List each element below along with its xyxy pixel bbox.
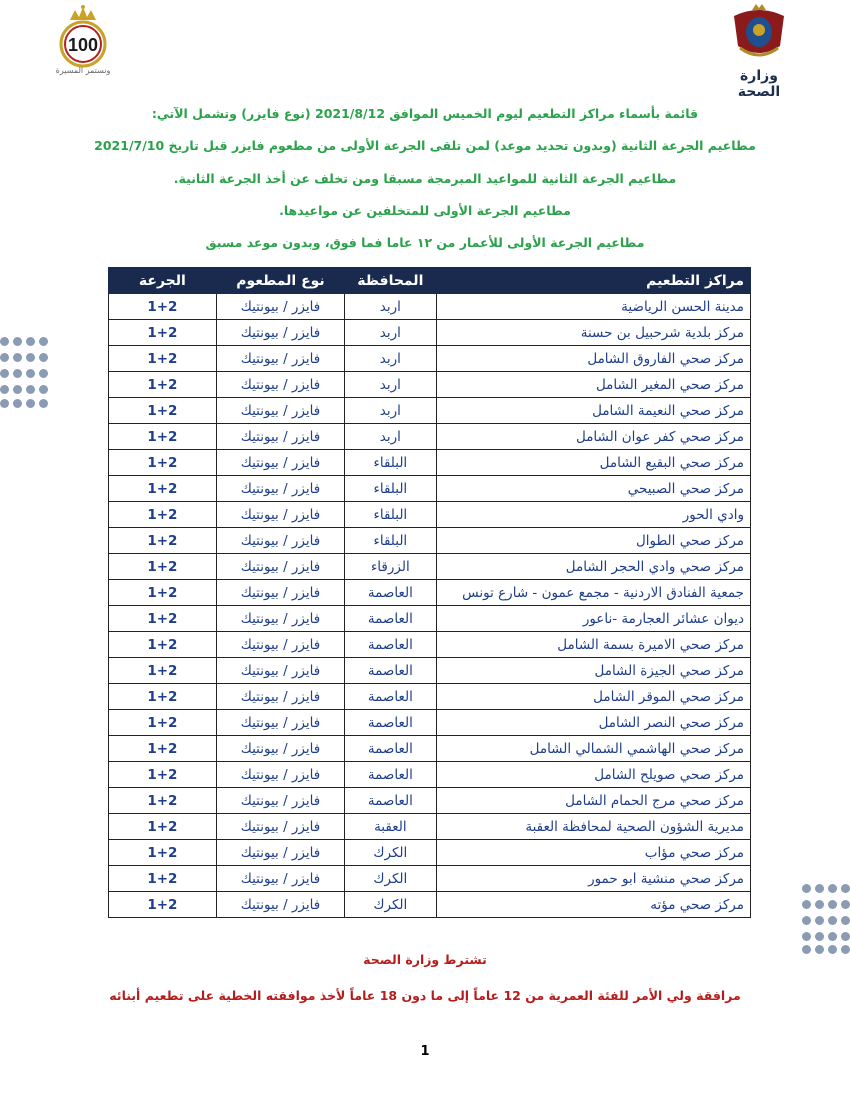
- table-row: [109, 710, 751, 736]
- cell-vaccine-type: فايزر / بيونتيك: [216, 866, 344, 892]
- cell-governorate: العاصمة: [345, 632, 436, 658]
- cell-dose: 1+2: [109, 892, 217, 918]
- cell-dose: 1+2: [109, 346, 217, 372]
- cell-governorate: الكرك: [345, 892, 436, 918]
- cell-center: وادي الحور: [436, 502, 750, 528]
- cell-governorate: اربد: [345, 346, 436, 372]
- cell-center: مركز صحي مؤاب: [436, 840, 750, 866]
- cell-governorate: اربد: [345, 294, 436, 320]
- table-row: [109, 502, 751, 528]
- cell-dose: 1+2: [109, 502, 217, 528]
- cell-dose: 1+2: [109, 762, 217, 788]
- cell-dose: 1+2: [109, 606, 217, 632]
- cell-dose: 1+2: [109, 476, 217, 502]
- cell-center: مركز صحي المغير الشامل: [436, 372, 750, 398]
- cell-governorate: اربد: [345, 424, 436, 450]
- table-row: [109, 476, 751, 502]
- cell-governorate: العاصمة: [345, 710, 436, 736]
- cell-vaccine-type: فايزر / بيونتيك: [216, 398, 344, 424]
- cell-center: مديرية الشؤون الصحية لمحافظة العقبة: [436, 814, 750, 840]
- cell-dose: 1+2: [109, 736, 217, 762]
- cell-center: ديوان عشائر العجارمة -ناعور: [436, 606, 750, 632]
- cell-governorate: العاصمة: [345, 788, 436, 814]
- table-row: [109, 658, 751, 684]
- cell-governorate: العاصمة: [345, 762, 436, 788]
- table-row: [109, 632, 751, 658]
- cell-governorate: العاصمة: [345, 606, 436, 632]
- cell-governorate: العاصمة: [345, 736, 436, 762]
- cell-dose: 1+2: [109, 684, 217, 710]
- cell-dose: 1+2: [109, 294, 217, 320]
- cell-center: مركز صحي منشية ابو حمور: [436, 866, 750, 892]
- svg-text:100: 100: [67, 35, 99, 55]
- cell-center: مركز صحي النعيمة الشامل: [436, 398, 750, 424]
- decorative-dots-left: [0, 337, 50, 407]
- footer-note: مرافقة ولي الأمر للفئة العمرية من 12 عاماً إلى ما دون 18 عاماً لأخذ موافقته الخطية على تطعيم أبنائه: [109, 988, 741, 1003]
- cell-governorate: العاصمة: [345, 658, 436, 684]
- cell-vaccine-type: فايزر / بيونتيك: [216, 450, 344, 476]
- intro-line: مطاعيم الجرعة الأولى للأعمار من ١٢ عاما فما فوق، وبدون موعد مسبق: [205, 235, 645, 250]
- crown-icon: [48, 4, 118, 70]
- table-row: [109, 840, 751, 866]
- cell-center: مركز صحي البقيع الشامل: [436, 450, 750, 476]
- cell-governorate: اربد: [345, 398, 436, 424]
- coat-of-arms-icon: [726, 2, 792, 64]
- cell-governorate: البلقاء: [345, 450, 436, 476]
- cell-vaccine-type: فايزر / بيونتيك: [216, 606, 344, 632]
- cell-vaccine-type: فايزر / بيونتيك: [216, 476, 344, 502]
- cell-center: مركز صحي مرج الحمام الشامل: [436, 788, 750, 814]
- header-center: مراكز التطعيم: [436, 268, 750, 294]
- footer-title: تشترط وزارة الصحة: [363, 952, 487, 967]
- cell-vaccine-type: فايزر / بيونتيك: [216, 502, 344, 528]
- header-governorate: المحافظة: [345, 268, 436, 294]
- table-row: [109, 606, 751, 632]
- vaccination-centers-table: [108, 267, 751, 918]
- cell-center: مركز صحي مؤته: [436, 892, 750, 918]
- cell-dose: 1+2: [109, 398, 217, 424]
- cell-vaccine-type: فايزر / بيونتيك: [216, 528, 344, 554]
- cell-dose: 1+2: [109, 840, 217, 866]
- cell-vaccine-type: فايزر / بيونتيك: [216, 658, 344, 684]
- cell-dose: 1+2: [109, 814, 217, 840]
- table-row: [109, 580, 751, 606]
- table-row: [109, 736, 751, 762]
- table-row: [109, 554, 751, 580]
- cell-vaccine-type: فايزر / بيونتيك: [216, 294, 344, 320]
- table-row: [109, 528, 751, 554]
- cell-dose: 1+2: [109, 554, 217, 580]
- cell-center: جمعية الفنادق الاردنية - مجمع عمون - شارع تونس: [436, 580, 750, 606]
- cell-vaccine-type: فايزر / بيونتيك: [216, 762, 344, 788]
- table-row: [109, 294, 751, 320]
- cell-governorate: البلقاء: [345, 502, 436, 528]
- ministry-name: وزارة الصحة: [737, 68, 781, 100]
- cell-governorate: اربد: [345, 320, 436, 346]
- cell-dose: 1+2: [109, 866, 217, 892]
- table-header-row: [109, 268, 751, 294]
- cell-governorate: الكرك: [345, 866, 436, 892]
- cell-vaccine-type: فايزر / بيونتيك: [216, 736, 344, 762]
- cell-dose: 1+2: [109, 580, 217, 606]
- cell-dose: 1+2: [109, 710, 217, 736]
- cell-vaccine-type: فايزر / بيونتيك: [216, 814, 344, 840]
- cell-governorate: العاصمة: [345, 684, 436, 710]
- cell-center: مركز صحي الفاروق الشامل: [436, 346, 750, 372]
- cell-governorate: اربد: [345, 372, 436, 398]
- cell-governorate: البلقاء: [345, 476, 436, 502]
- cell-dose: 1+2: [109, 450, 217, 476]
- intro-line: مطاعيم الجرعة الأولى للمتخلفين عن مواعيدها.: [279, 203, 571, 218]
- cell-dose: 1+2: [109, 658, 217, 684]
- cell-center: مركز صحي الصبيحي: [436, 476, 750, 502]
- cell-vaccine-type: فايزر / بيونتيك: [216, 580, 344, 606]
- header-vaccine-type: نوع المطعوم: [216, 268, 344, 294]
- cell-dose: 1+2: [109, 632, 217, 658]
- cell-center: مركز صحي الموقر الشامل: [436, 684, 750, 710]
- cell-vaccine-type: فايزر / بيونتيك: [216, 788, 344, 814]
- cell-vaccine-type: فايزر / بيونتيك: [216, 710, 344, 736]
- table-row: [109, 346, 751, 372]
- cell-dose: 1+2: [109, 372, 217, 398]
- cell-vaccine-type: فايزر / بيونتيك: [216, 320, 344, 346]
- cell-vaccine-type: فايزر / بيونتيك: [216, 424, 344, 450]
- cell-dose: 1+2: [109, 528, 217, 554]
- centenary-caption: ونستمر المسيرة: [55, 66, 111, 75]
- cell-dose: 1+2: [109, 424, 217, 450]
- cell-center: مدينة الحسن الرياضية: [436, 294, 750, 320]
- table-row: [109, 814, 751, 840]
- cell-center: مركز صحي الهاشمي الشمالي الشامل: [436, 736, 750, 762]
- cell-center: مركز صحي الاميرة بسمة الشامل: [436, 632, 750, 658]
- cell-governorate: العاصمة: [345, 580, 436, 606]
- intro-line: مطاعيم الجرعة الثانية (وبدون تحديد موعد) لمن تلقى الجرعة الأولى من مطعوم فايزر قبل تاريخ 2021/7/10: [94, 138, 756, 153]
- cell-dose: 1+2: [109, 320, 217, 346]
- table-row: [109, 892, 751, 918]
- table-row: [109, 320, 751, 346]
- cell-vaccine-type: فايزر / بيونتيك: [216, 346, 344, 372]
- cell-vaccine-type: فايزر / بيونتيك: [216, 632, 344, 658]
- cell-dose: 1+2: [109, 788, 217, 814]
- cell-vaccine-type: فايزر / بيونتيك: [216, 684, 344, 710]
- cell-center: مركز صحي الطوال: [436, 528, 750, 554]
- table-row: [109, 788, 751, 814]
- intro-line: قائمة بأسماء مراكز التطعيم ليوم الخميس الموافق 2021/8/12 (نوع فايزر) وتشمل الآتي:: [151, 106, 699, 121]
- cell-vaccine-type: فايزر / بيونتيك: [216, 892, 344, 918]
- table-row: [109, 450, 751, 476]
- cell-center: مركز صحي الجيزة الشامل: [436, 658, 750, 684]
- cell-governorate: الكرك: [345, 840, 436, 866]
- cell-center: مركز صحي وادي الحجر الشامل: [436, 554, 750, 580]
- decorative-dots-right: [802, 884, 850, 954]
- cell-vaccine-type: فايزر / بيونتيك: [216, 840, 344, 866]
- cell-governorate: البلقاء: [345, 528, 436, 554]
- cell-center: مركز صحي كفر عوان الشامل: [436, 424, 750, 450]
- cell-center: مركز صحي صويلح الشامل: [436, 762, 750, 788]
- table-row: [109, 684, 751, 710]
- header-dose: الجرعة: [109, 268, 217, 294]
- cell-center: مركز صحي النصر الشامل: [436, 710, 750, 736]
- table-row: [109, 372, 751, 398]
- cell-governorate: الزرقاء: [345, 554, 436, 580]
- table-row: [109, 866, 751, 892]
- cell-vaccine-type: فايزر / بيونتيك: [216, 554, 344, 580]
- cell-governorate: العقبة: [345, 814, 436, 840]
- table-row: [109, 424, 751, 450]
- table-row: [109, 398, 751, 424]
- table-row: [109, 762, 751, 788]
- cell-vaccine-type: فايزر / بيونتيك: [216, 372, 344, 398]
- page-number: 1: [420, 1044, 430, 1059]
- intro-line: مطاعيم الجرعة الثانية للمواعيد المبرمجة مسبقا ومن تخلف عن أخذ الجرعة الثانية.: [173, 171, 677, 186]
- cell-center: مركز بلدية شرحبيل بن حسنة: [436, 320, 750, 346]
